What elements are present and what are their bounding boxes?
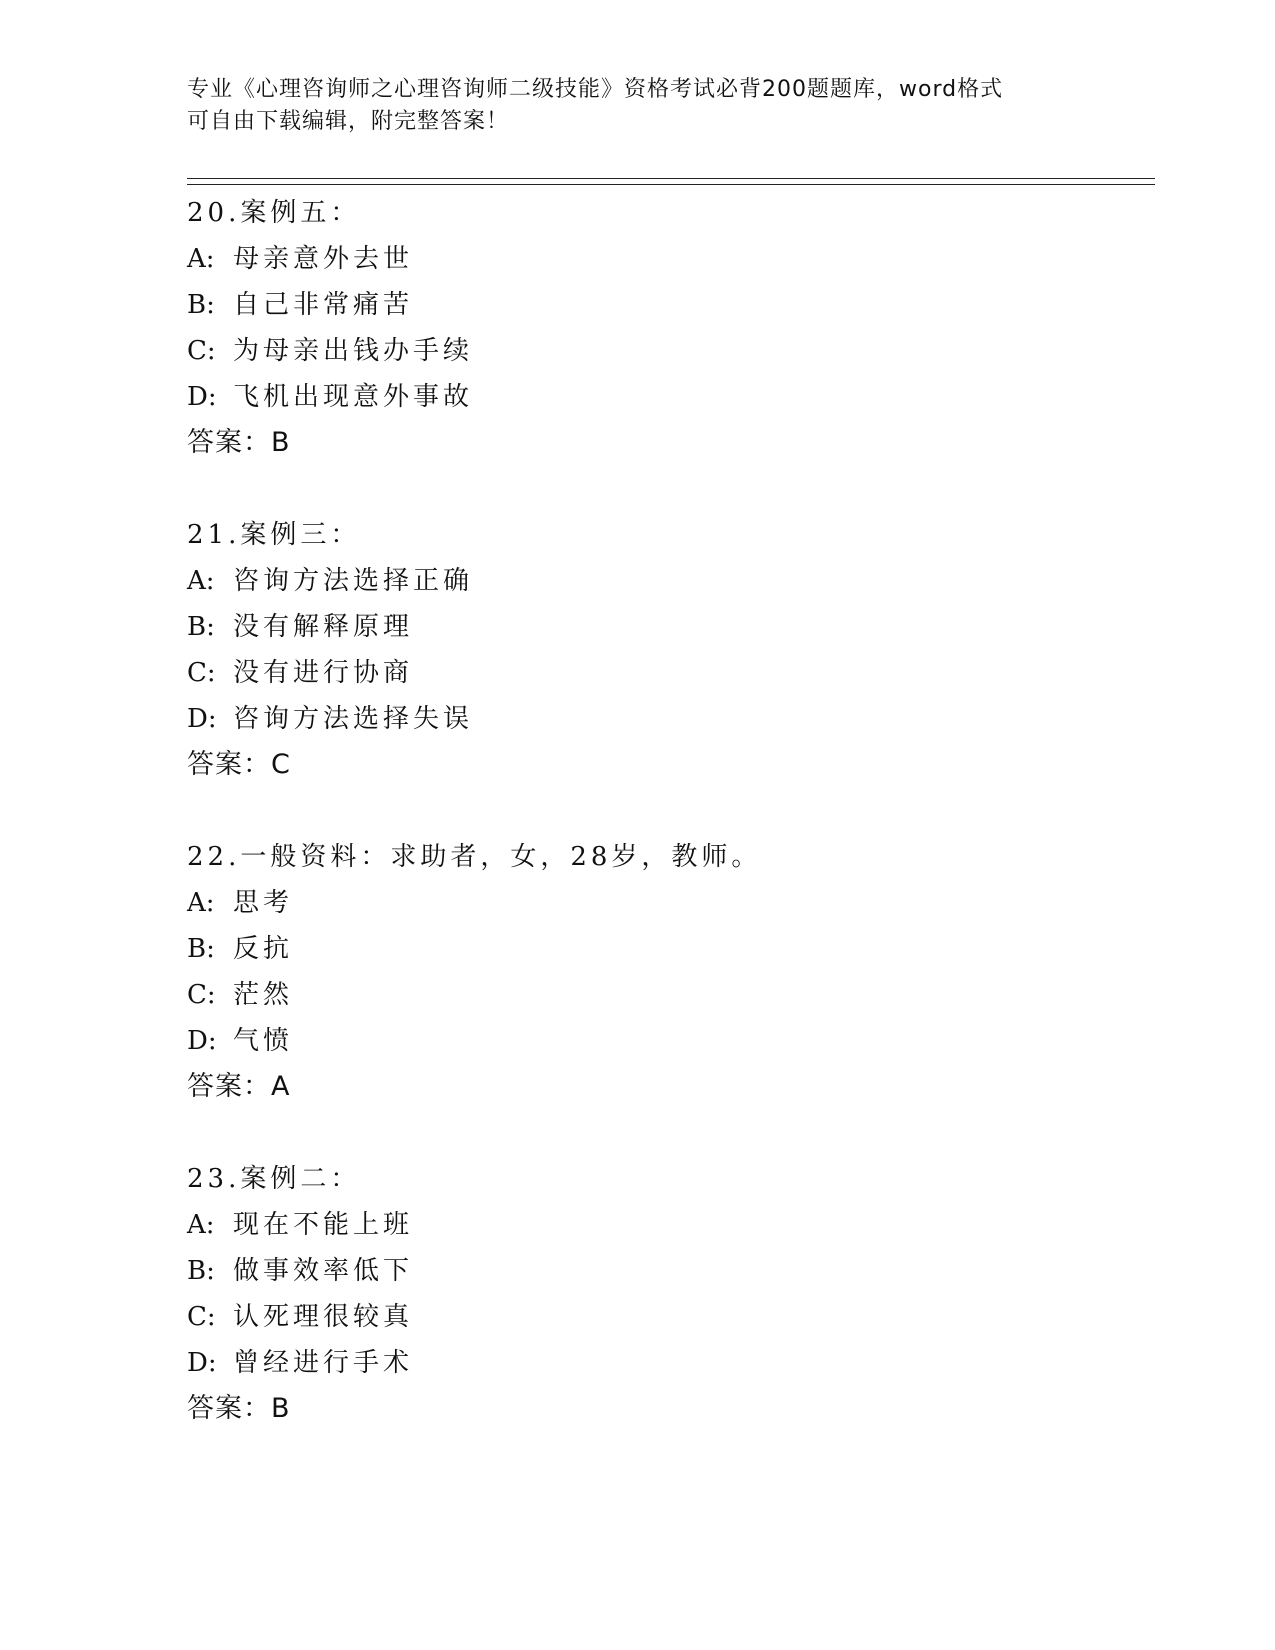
option-text: 咨询方法选择正确 bbox=[233, 566, 474, 596]
option-key: B: bbox=[187, 1256, 215, 1286]
question-23 bbox=[187, 1156, 1147, 1432]
answer-line: 答案：C bbox=[187, 749, 291, 780]
option-key: A: bbox=[187, 888, 215, 918]
header-divider-bottom bbox=[187, 184, 1155, 185]
option-text: 自己非常痛苦 bbox=[233, 290, 414, 320]
option-key: B: bbox=[187, 934, 215, 964]
option-key: C: bbox=[187, 658, 216, 688]
option-a bbox=[187, 880, 1147, 926]
option-key: D: bbox=[187, 382, 217, 412]
answer-line: 答案：B bbox=[187, 427, 291, 458]
option-a bbox=[187, 558, 1147, 604]
question-title: 21.案例三： bbox=[187, 520, 361, 550]
option-key: D: bbox=[187, 1348, 217, 1378]
question-title: 23.案例二： bbox=[187, 1164, 361, 1194]
option-key: A: bbox=[187, 244, 215, 274]
document-header bbox=[187, 74, 1087, 138]
option-text: 思考 bbox=[233, 888, 294, 918]
option-key: A: bbox=[187, 1210, 215, 1240]
option-text: 做事效率低下 bbox=[233, 1256, 414, 1286]
option-b bbox=[187, 926, 1147, 972]
answer-line: 答案：B bbox=[187, 1393, 291, 1424]
option-b bbox=[187, 282, 1147, 328]
option-text: 现在不能上班 bbox=[233, 1210, 414, 1240]
option-text: 反抗 bbox=[233, 934, 294, 964]
option-c bbox=[187, 1294, 1147, 1340]
option-text: 认死理很较真 bbox=[233, 1302, 414, 1332]
option-text: 没有进行协商 bbox=[233, 658, 414, 688]
question-22 bbox=[187, 834, 1147, 1110]
option-key: C: bbox=[187, 1302, 216, 1332]
option-text: 为母亲出钱办手续 bbox=[233, 336, 474, 366]
option-d bbox=[187, 1340, 1147, 1386]
option-b bbox=[187, 1248, 1147, 1294]
question-21 bbox=[187, 512, 1147, 788]
option-c bbox=[187, 972, 1147, 1018]
option-text: 曾经进行手术 bbox=[233, 1348, 414, 1378]
option-key: D: bbox=[187, 704, 217, 734]
option-text: 茫然 bbox=[233, 980, 294, 1010]
option-key: B: bbox=[187, 290, 215, 320]
question-title: 20.案例五： bbox=[187, 198, 361, 228]
option-text: 没有解释原理 bbox=[233, 612, 414, 642]
option-b bbox=[187, 604, 1147, 650]
option-key: C: bbox=[187, 980, 216, 1010]
option-a bbox=[187, 236, 1147, 282]
option-key: C: bbox=[187, 336, 216, 366]
option-d bbox=[187, 1018, 1147, 1064]
option-text: 母亲意外去世 bbox=[233, 244, 414, 274]
header-line-2: 可自由下载编辑，附完整答案！ bbox=[187, 109, 510, 134]
option-text: 飞机出现意外事故 bbox=[233, 382, 474, 412]
option-c bbox=[187, 328, 1147, 374]
answer-line: 答案：A bbox=[187, 1071, 291, 1102]
option-c bbox=[187, 650, 1147, 696]
option-d bbox=[187, 374, 1147, 420]
option-key: D: bbox=[187, 1026, 217, 1056]
option-text: 咨询方法选择失误 bbox=[233, 704, 474, 734]
option-d bbox=[187, 696, 1147, 742]
option-text: 气愤 bbox=[233, 1026, 294, 1056]
option-key: B: bbox=[187, 612, 215, 642]
question-20 bbox=[187, 190, 1147, 466]
question-list bbox=[187, 190, 1147, 1478]
header-line-1: 专业《心理咨询师之心理咨询师二级技能》资格考试必背200题题库，word格式 bbox=[187, 77, 1004, 102]
question-title: 22.一般资料：求助者，女，28岁，教师。 bbox=[187, 842, 762, 872]
option-key: A: bbox=[187, 566, 215, 596]
header-divider-top bbox=[187, 178, 1155, 179]
option-a bbox=[187, 1202, 1147, 1248]
